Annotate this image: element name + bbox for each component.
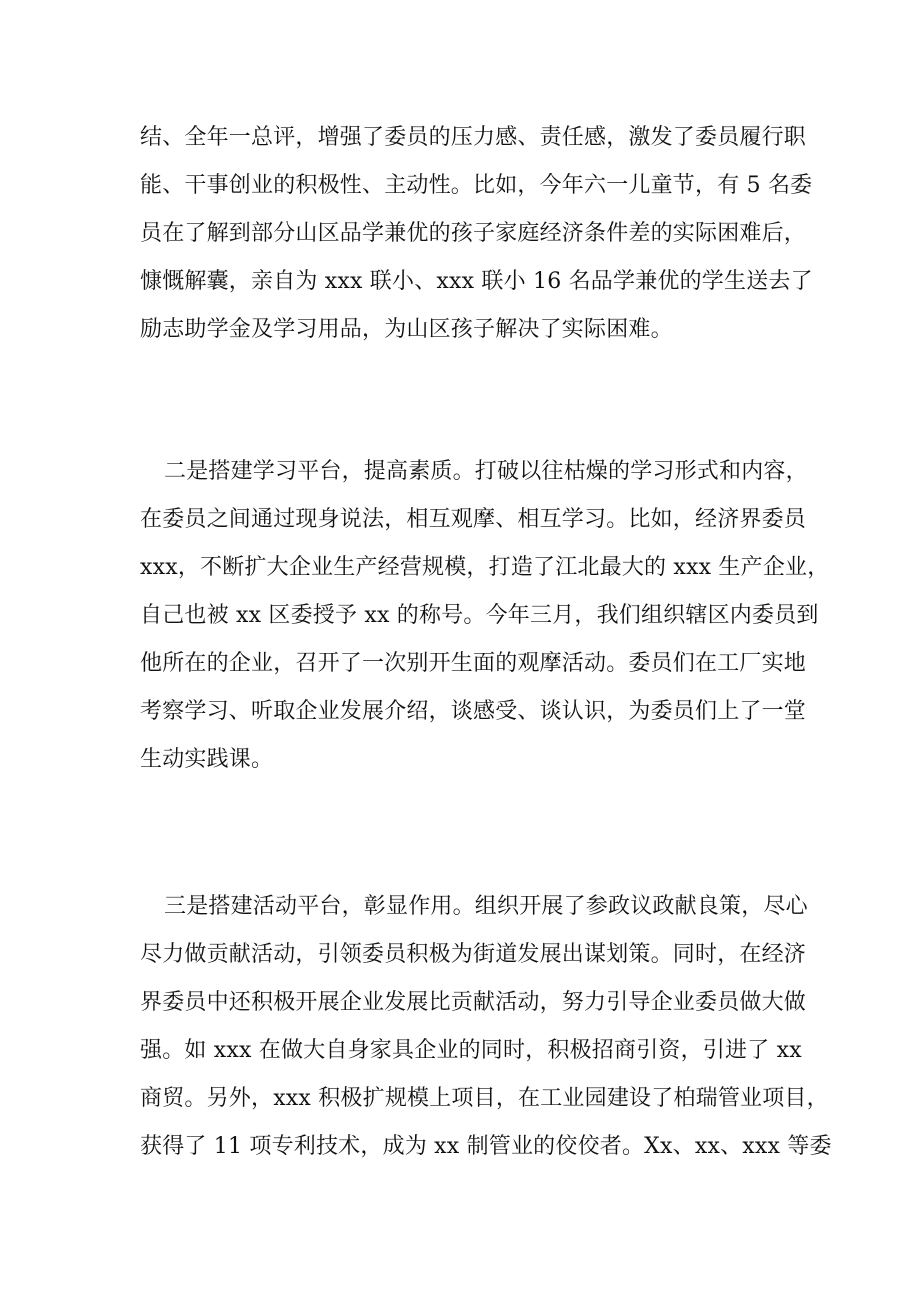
text-line: 他所在的企业，召开了一次别开生面的观摩活动。委员们在工厂实地 [140, 651, 807, 676]
text-line: 界委员中还积极开展企业发展比贡献活动，努力引导企业委员做大做 [140, 990, 807, 1015]
text-line: 能、干事创业的积极性、主动性。比如，今年六一儿童节，有 5 名委 [140, 173, 813, 198]
text-line: 自己也被 xx 区委授予 xx 的称号。今年三月，我们组织辖区内委员到 [140, 603, 819, 628]
text-line: 获得了 11 项专利技术，成为 xx 制管业的佼佼者。Xx、xx、xxx 等委 [140, 1134, 832, 1159]
text-line: 励志助学金及学习用品，为山区孩子解决了实际困难。 [140, 317, 673, 342]
text-line: 结、全年一总评，增强了委员的压力感、责任感，激发了委员履行职 [140, 125, 807, 150]
text-line: 尽力做贡献活动，引领委员积极为街道发展出谋划策。同时，在经济 [140, 942, 807, 967]
text-line: 员在了解到部分山区品学兼优的孩子家庭经济条件差的实际困难后， [140, 221, 807, 246]
text-line: xxx，不断扩大企业生产经营规模，打造了江北最大的 xxx 生产企业， [140, 555, 830, 580]
text-line: 强。如 xxx 在做大自身家具企业的同时，积极招商引资，引进了 xx [140, 1038, 802, 1063]
text-line: 二是搭建学习平台，提高素质。打破以往枯燥的学习形式和内容， [164, 459, 808, 484]
text-line: 在委员之间通过现身说法，相互观摩、相互学习。比如，经济界委员 [140, 507, 807, 532]
text-line: 生动实践课。 [140, 747, 274, 772]
text-line: 三是搭建活动平台，彰显作用。组织开展了参政议政献良策，尽心 [164, 894, 808, 919]
text-line: 慷慨解囊，亲自为 xxx 联小、xxx 联小 16 名品学兼优的学生送去了 [140, 269, 813, 294]
text-line: 考察学习、听取企业发展介绍，谈感受、谈认识，为委员们上了一堂 [140, 699, 807, 724]
text-line: 商贸。另外，xxx 积极扩规模上项目，在工业园建设了柏瑞管业项目， [140, 1086, 829, 1111]
